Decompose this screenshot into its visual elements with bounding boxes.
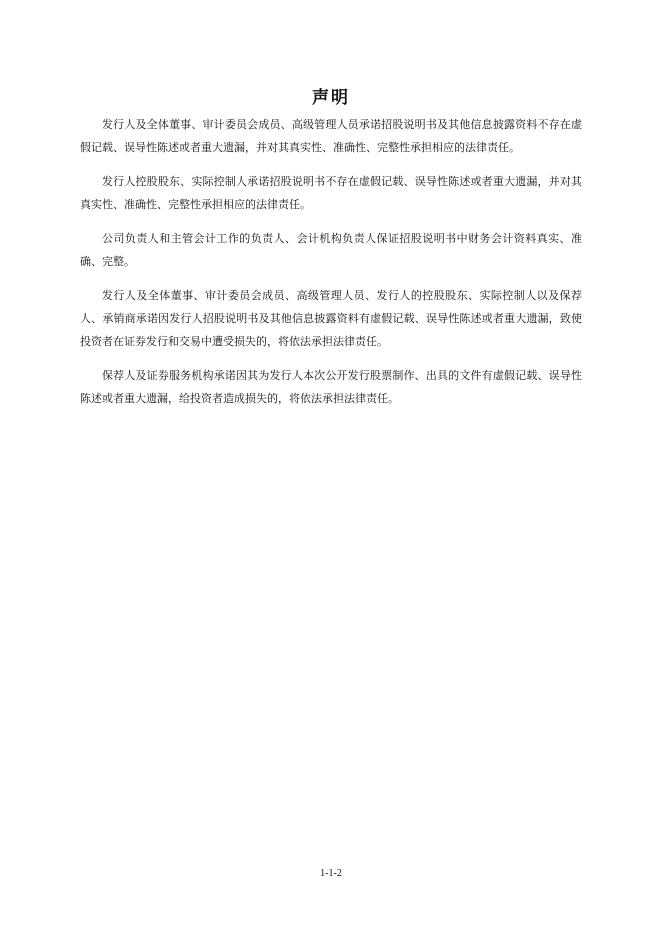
paragraph-accounting-officers: 公司负责人和主管会计工作的负责人、会计机构负责人保证招股说明书中财务会计资料真实、准确、完整。	[80, 232, 582, 268]
page-title: 声明	[312, 88, 350, 108]
paragraph-liability-undertaking: 发行人及全体董事、审计委员会成员、高级管理人员、发行人的控股股东、实际控制人以及保荐人、承销商承诺因发行人招股说明书及其他信息披露资料有虚假记载、误导性陈述或者重大遗漏，致使投资者在证券发行和交易中遭受损失的，将依法承担法律责任。	[80, 289, 582, 348]
declaration-body	[80, 113, 582, 421]
paragraph-controlling-shareholder: 发行人控股股东、实际控制人承诺招股说明书不存在虚假记载、误导性陈述或者重大遗漏，并对其真实性、准确性、完整性承担相应的法律责任。	[80, 175, 582, 211]
page-number: 1-1-2	[320, 868, 342, 879]
paragraph-sponsor-service-agencies: 保荐人及证券服务机构承诺因其为发行人本次公开发行股票制作、出具的文件有虚假记载、误导性陈述或者重大遗漏，给投资者造成损失的，将依法承担法律责任。	[80, 369, 582, 405]
paragraph-issuer-directors: 发行人及全体董事、审计委员会成员、高级管理人员承诺招股说明书及其他信息披露资料不存在虚假记载、误导性陈述或者重大遗漏，并对其真实性、准确性、完整性承担相应的法律责任。	[80, 118, 582, 154]
